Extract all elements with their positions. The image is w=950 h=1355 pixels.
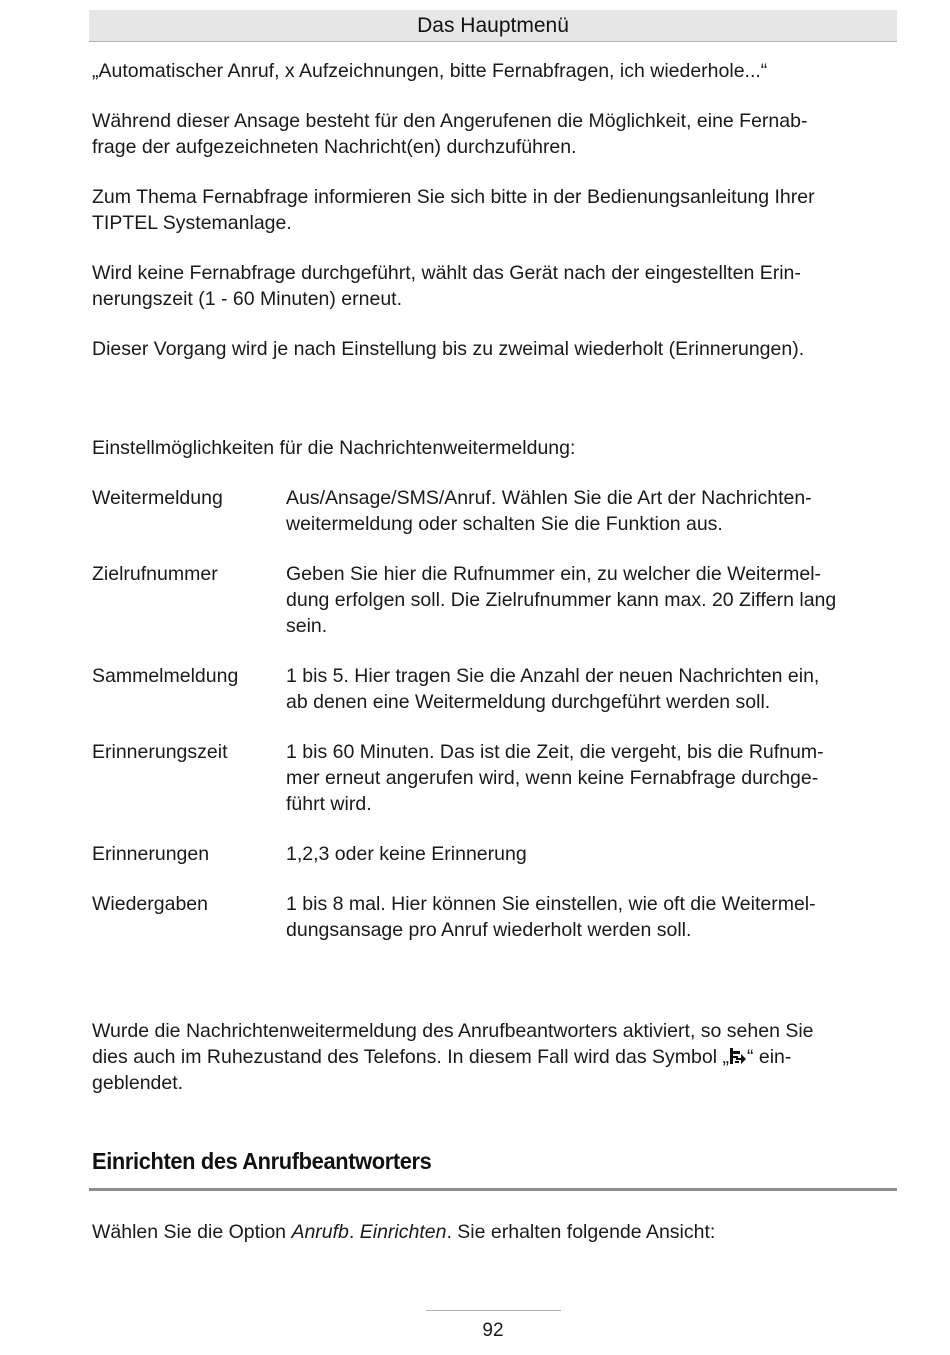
section-divider	[89, 1188, 897, 1191]
paragraph-line: Einstellmöglichkeiten für die Nachrichtenweitermeldung:	[92, 437, 576, 459]
setting-description	[286, 841, 898, 867]
paragraph-line: TIPTEL Systemanlage.	[92, 212, 292, 234]
setting-description	[286, 891, 898, 943]
setting-term: Erinnerungen	[92, 843, 210, 865]
instruction-text: . Sie erhalten folgende Ansicht:	[446, 1221, 716, 1243]
setting-row	[92, 841, 897, 891]
description-line: mer erneut angerufen wird, wenn keine Fernabfrage durchge-	[286, 767, 819, 789]
setting-term: Erinnerungszeit	[92, 741, 228, 763]
description-line: dung erfolgen soll. Die Zielrufnummer kann max. 20 Ziffern lang	[286, 589, 837, 611]
setting-row	[92, 891, 897, 943]
paragraph-line: Wird keine Fernabfrage durchgeführt, wählt das Gerät nach der eingestellten Erin-	[92, 262, 801, 284]
setting-row	[92, 663, 897, 739]
header-title: Das Hauptmenü	[417, 13, 569, 37]
section-title: Einrichten des Anrufbeantworters	[92, 1148, 432, 1174]
setting-description	[286, 561, 898, 639]
paragraph-repeat	[92, 336, 892, 362]
paragraph-line: Zum Thema Fernabfrage informieren Sie sich bitte in der Bedienungsanleitung Ihrer	[92, 186, 815, 208]
description-line: sein.	[286, 615, 328, 637]
paragraph-settings-intro	[92, 435, 892, 461]
paragraph-remote-query	[92, 108, 892, 160]
quote-text: „Automatischer Anruf, x Aufzeichnungen, bitte Fernabfragen, ich wiederhole...“	[92, 60, 768, 82]
settings-definition-list	[92, 485, 897, 943]
page-number: 92	[482, 1320, 504, 1341]
page-header	[89, 10, 897, 42]
setting-term: Wiedergaben	[92, 893, 208, 915]
description-line: 1 bis 60 Minuten. Das ist die Zeit, die vergeht, bis die Rufnum-	[286, 741, 824, 763]
paragraph-line: frage der aufgezeichneten Nachricht(en) durchzuführen.	[92, 136, 577, 158]
instruction-text: Wählen Sie die Option	[92, 1221, 292, 1243]
paragraph-line: dies auch im Ruhezustand des Telefons. In diesem Fall wird das Symbol „	[92, 1046, 729, 1068]
paragraph-status-symbol	[92, 1018, 892, 1096]
description-line: dungsansage pro Anruf wiederholt werden soll.	[286, 919, 692, 941]
description-line: weitermeldung oder schalten Sie die Funktion aus.	[286, 513, 723, 535]
paragraph-reminder	[92, 260, 892, 312]
instruction-separator: .	[348, 1221, 360, 1243]
paragraph-line: Dieser Vorgang wird je nach Einstellung bis zu zweimal wiederholt (Erinnerungen).	[92, 338, 805, 360]
setting-term: Weitermeldung	[92, 487, 223, 509]
forward-message-icon	[729, 1045, 747, 1061]
paragraph-system-manual	[92, 184, 892, 236]
paragraph-line: nerungszeit (1 - 60 Minuten) erneut.	[92, 288, 403, 310]
description-line: 1 bis 5. Hier tragen Sie die Anzahl der neuen Nachrichten ein,	[286, 665, 820, 687]
paragraph-line: Wurde die Nachrichtenweitermeldung des Anrufbeantworters aktiviert, so sehen Sie	[92, 1020, 814, 1042]
menu-option-einrichten: Einrichten	[359, 1221, 447, 1243]
quote-paragraph	[92, 58, 892, 84]
paragraph-line: geblendet.	[92, 1072, 184, 1094]
setting-row	[92, 561, 897, 663]
setting-row	[92, 485, 897, 561]
setting-description	[286, 739, 898, 817]
setting-term: Sammelmeldung	[92, 665, 239, 687]
setting-row	[92, 739, 897, 841]
description-line: führt wird.	[286, 793, 372, 815]
description-line: ab denen eine Weitermeldung durchgeführt werden soll.	[286, 691, 771, 713]
description-line: Geben Sie hier die Rufnummer ein, zu welcher die Weitermel-	[286, 563, 822, 585]
footer-divider	[426, 1310, 561, 1311]
description-line: 1 bis 8 mal. Hier können Sie einstellen, wie oft die Weitermel-	[286, 893, 816, 915]
menu-option-anrufb: Anrufb	[291, 1221, 349, 1243]
description-line: Aus/Ansage/SMS/Anruf. Wählen Sie die Art der Nachrichten-	[286, 487, 812, 509]
setting-term: Zielrufnummer	[92, 563, 218, 585]
setting-description	[286, 663, 898, 715]
description-line: 1,2,3 oder keine Erinnerung	[286, 843, 527, 865]
setting-description	[286, 485, 898, 537]
paragraph-line: “ ein-	[746, 1046, 792, 1068]
paragraph-line: Während dieser Ansage besteht für den Angerufenen die Möglichkeit, eine Fernab-	[92, 110, 808, 132]
paragraph-instruction	[92, 1219, 892, 1245]
